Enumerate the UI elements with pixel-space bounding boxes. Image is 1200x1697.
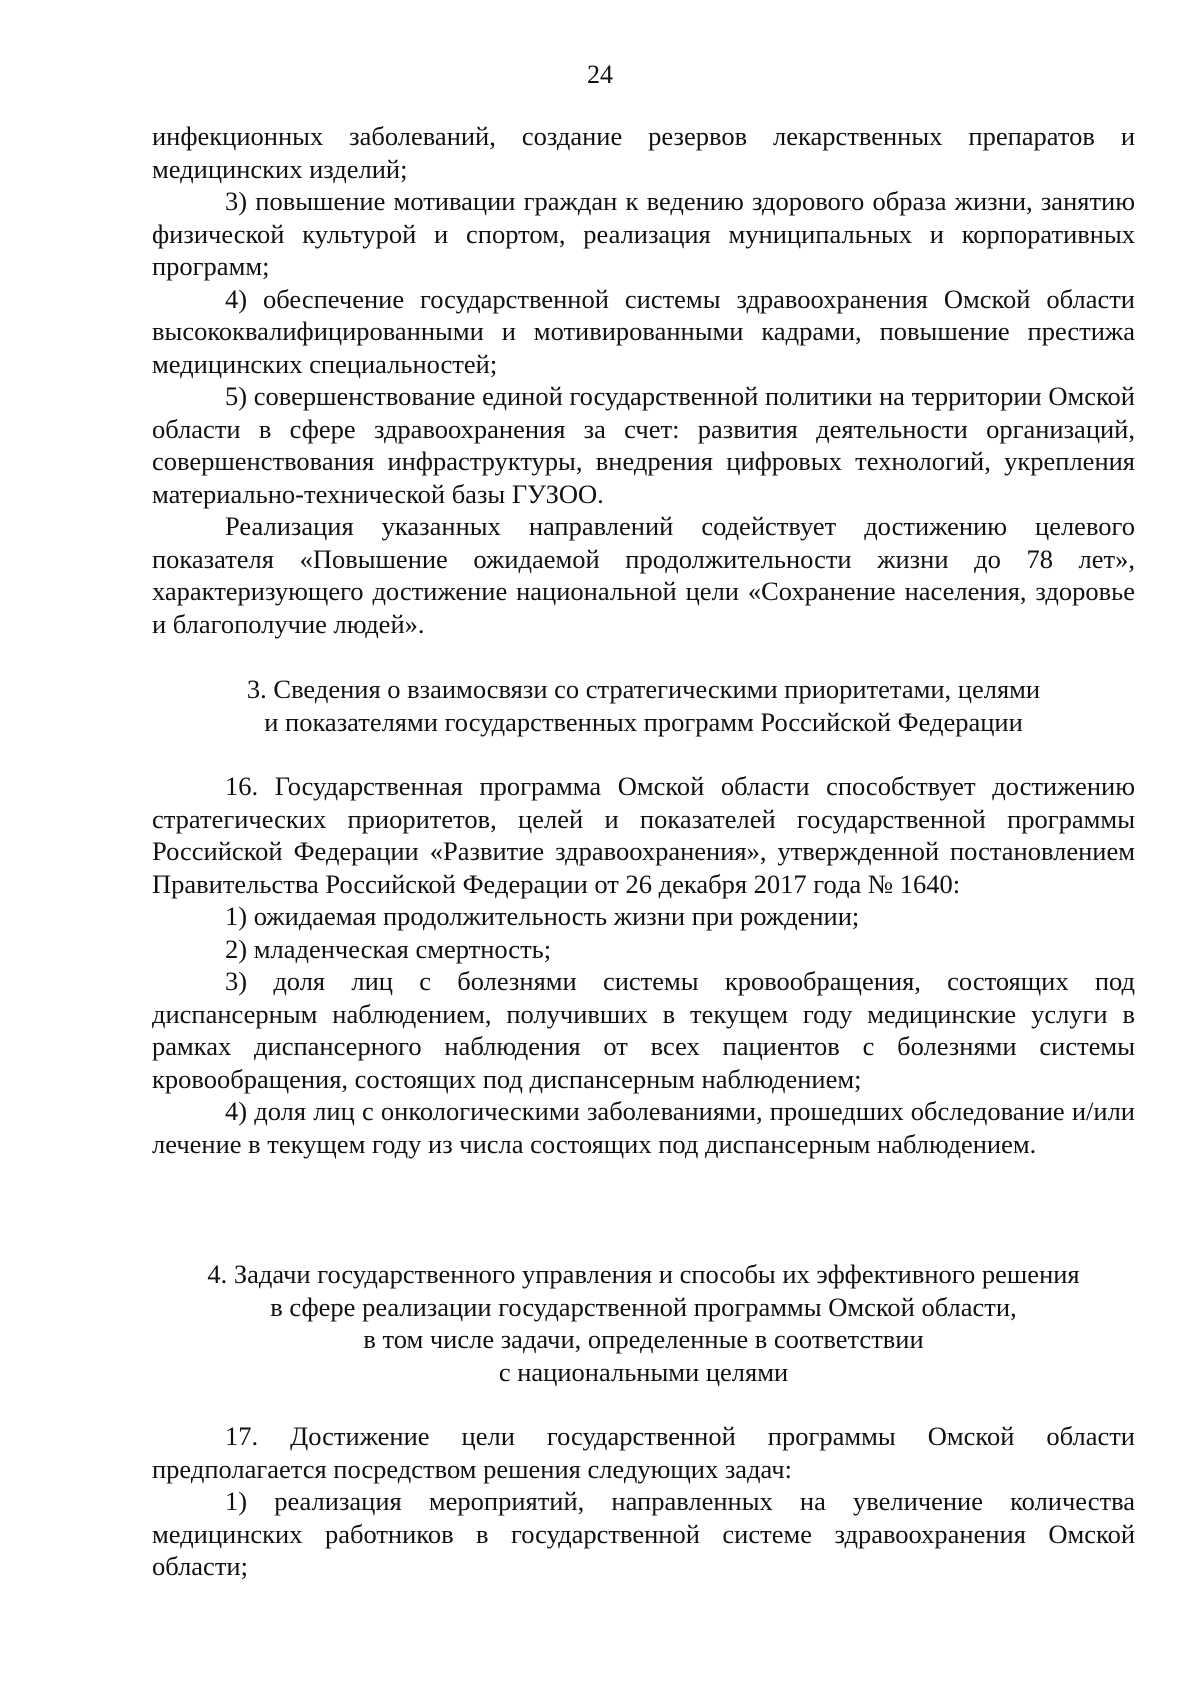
paragraph-16: 16. Государственная программа Омской области способствует достижению стратегических приоритетов, целей и показателей государственной программы Российской Федерации «Развитие здравоохранения», утвержденной постановлением Правительства Российской Федерации от 26 декабря 2017 года № 1640: [152,771,1135,899]
paragraph-17: 17. Достижение цели государственной программы Омской области предполагается посредством решения следующих задач: [152,1421,1135,1484]
section-heading-3 [152,673,1135,738]
list-item-4: 4) доля лиц с онкологическими заболеваниями, прошедших обследование и/или лечение в текущем году из числа состоящих под диспансерным наблюдением. [152,1096,1135,1159]
list-item-5: 5) совершенствование единой государственной политики на территории Омской области в сфере здравоохранения за счет: развития деятельности организаций, совершенствования инфраструктуры, внедрения цифровых технологий, укрепления материально-технической базы ГУЗОО. [152,381,1135,509]
heading-line: в сфере реализации государственной программы Омской области, [270,1291,1017,1322]
list-item-3: 3) повышение мотивации граждан к ведению здорового образа жизни, занятию физической культурой и спортом, реализация муниципальных и корпоративных программ; [152,186,1135,281]
section-heading-4 [152,1258,1135,1388]
body-section-priorities [152,120,1135,640]
list-item-4: 4) обеспечение государственной системы здравоохранения Омской области высококвалифицированными и мотивированными кадрами, повышение престижа медицинских специальностей; [152,283,1135,379]
list-item-3: 3) доля лиц с болезнями системы кровообращения, состоящих под диспансерным наблюдением, получивших в текущем году медицинские услуги в рамках диспансерного наблюдения от всех пациентов с болезнями системы кровообращения, состоящих под диспансерным наблюдением; [152,966,1135,1094]
body-section-3 [152,770,1135,1160]
list-item-2: 2) младенческая смертность; [225,933,552,964]
paragraph-continuation: инфекционных заболеваний, создание резервов лекарственных препаратов и медицинских изделий; [152,121,1135,184]
paragraph-summary: Реализация указанных направлений содействует достижению целевого показателя «Повышение ожидаемой продолжительности жизни до 78 лет», характеризующего достижение национальной цели «Сохранение населения, здоровье и благополучие людей». [152,511,1135,639]
heading-line: 3. Сведения о взаимосвязи со стратегическими приоритетами, целями [246,674,1041,704]
page-number: 24 [587,60,613,89]
heading-line: с национальными целями [498,1356,789,1387]
heading-line: в том числе задачи, определенные в соответствии [363,1324,924,1354]
body-section-4 [152,1420,1135,1583]
list-item-1: 1) реализация мероприятий, направленных на увеличение количества медицинских работников в государственной системе здравоохранения Омской области; [152,1486,1135,1581]
heading-line: и показателями государственных программ Российской Федерации [264,706,1023,737]
list-item-1: 1) ожидаемая продолжительность жизни при рождении; [225,901,860,931]
heading-line: 4. Задачи государственного управления и способы их эффективного решения [207,1259,1080,1289]
